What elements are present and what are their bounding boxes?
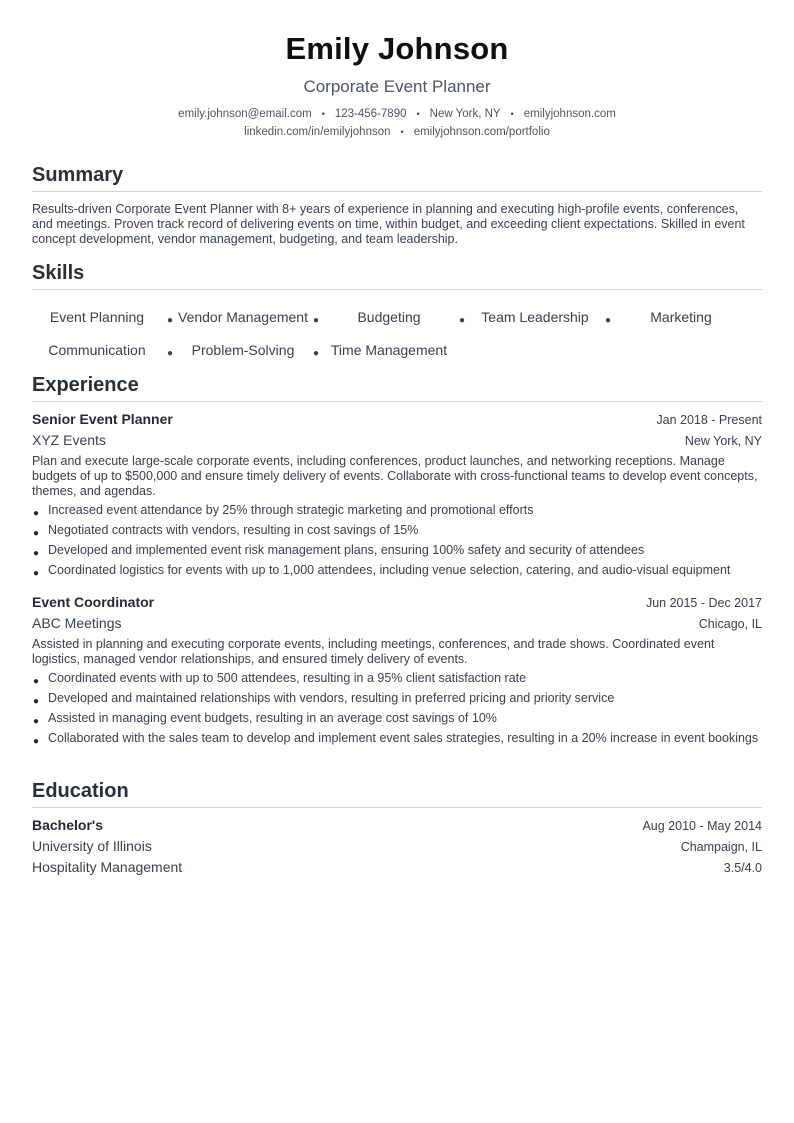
skill-item: Problem-Solving <box>191 342 295 358</box>
email-link[interactable]: emily.johnson@email.com <box>178 108 312 120</box>
skills-heading: Skills <box>32 262 762 290</box>
website-link[interactable]: emilyjohnson.com <box>523 108 616 120</box>
job-description: Plan and execute large-scale corporate events, including conferences, product launches, and networking receptions. Manage budgets of up to $500,000 and ensure timely delivery of events. Collaborate with cross-functional teams to develop event concepts, themes, and agendas. <box>32 454 758 498</box>
gpa-value: 3.5/4.0 <box>723 861 762 875</box>
skill-item: Vendor Management <box>178 308 308 325</box>
candidate-title: Corporate Event Planner <box>303 77 491 96</box>
field-line <box>32 859 762 875</box>
job-achievements <box>32 503 762 583</box>
job-location: Chicago, IL <box>698 617 762 631</box>
skill-item: Event Planning <box>49 308 145 325</box>
bullet-icon: ● <box>33 528 40 539</box>
skill-separator-dot: ● <box>604 314 612 326</box>
bullet-icon: ● <box>33 548 40 559</box>
skill-item: Marketing <box>650 308 712 325</box>
job-title: Senior Event Planner <box>32 411 173 427</box>
skill-item: Time Management <box>330 342 448 358</box>
job-header <box>32 594 762 610</box>
field-of-study: Hospitality Management <box>32 859 183 875</box>
job-header <box>32 411 762 427</box>
degree-name: Bachelor's <box>32 817 104 833</box>
list-item: ● Increased event attendance by 25% through strategic marketing and promotional efforts <box>33 503 534 519</box>
list-item: ● Developed and implemented event risk management plans, ensuring 100% safety and security of attendees <box>33 543 645 559</box>
company-name: XYZ Events <box>32 432 106 448</box>
list-item: ● Negotiated contracts with vendors, resulting in cost savings of 15% <box>33 523 419 539</box>
list-item: ● Collaborated with the sales team to develop and implement event sales strategies, resulting in a 20% increase in event bookings <box>33 731 759 747</box>
separator-dot: • <box>416 109 420 119</box>
job-achievements <box>32 671 762 751</box>
skills-list <box>32 298 762 365</box>
bullet-icon: ● <box>33 736 40 747</box>
experience-heading: Experience <box>32 374 762 402</box>
school-line <box>32 838 762 854</box>
skill-item: Communication <box>48 342 146 358</box>
list-item: ● Assisted in managing event budgets, resulting in an average cost savings of 10% <box>33 711 497 727</box>
job-dates: Jan 2018 - Present <box>656 413 762 427</box>
linkedin-link[interactable]: linkedin.com/in/emilyjohnson <box>244 126 391 138</box>
education-header <box>32 817 762 833</box>
skill-item: Budgeting <box>357 308 421 325</box>
skill-item: Team Leadership <box>481 308 589 325</box>
phone-number: 123-456-7890 <box>334 108 407 120</box>
list-item: ● Coordinated logistics for events with up to 1,000 attendees, including venue selection, catering, and audio-visual equipment <box>33 563 731 579</box>
contact-line-2 <box>32 126 762 138</box>
bullet-icon: ● <box>33 676 40 687</box>
job-dates: Jun 2015 - Dec 2017 <box>645 596 762 610</box>
company-name: ABC Meetings <box>32 615 122 631</box>
skill-separator-dot: ● <box>312 348 320 359</box>
separator-dot: • <box>400 127 404 137</box>
portfolio-link[interactable]: emilyjohnson.com/portfolio <box>413 126 550 138</box>
contact-line-1 <box>32 108 762 120</box>
school-location: Champaign, IL <box>680 840 762 854</box>
bullet-icon: ● <box>33 696 40 707</box>
education-heading: Education <box>32 780 762 808</box>
skill-separator-dot: ● <box>166 314 174 326</box>
skill-separator-dot: ● <box>458 314 466 326</box>
job-title: Event Coordinator <box>32 594 155 610</box>
job-description: Assisted in planning and executing corporate events, including meetings, conferences, and trade shows. Coordinated event logistics, managed vendor relationships, and ensured timely delivery of events. <box>32 637 715 666</box>
location-text: New York, NY <box>429 108 501 120</box>
skill-separator-dot: ● <box>312 314 320 326</box>
job-company-line <box>32 615 762 631</box>
summary-heading: Summary <box>32 164 762 192</box>
separator-dot: • <box>321 109 325 119</box>
job-location: New York, NY <box>684 434 762 448</box>
skill-separator-dot: ● <box>166 348 174 359</box>
candidate-name: Emily Johnson <box>285 31 509 66</box>
education-dates: Aug 2010 - May 2014 <box>642 819 762 833</box>
bullet-icon: ● <box>33 568 40 579</box>
school-name: University of Illinois <box>32 838 152 854</box>
bullet-icon: ● <box>33 716 40 727</box>
list-item: ● Developed and maintained relationships with vendors, resulting in preferred pricing and priority service <box>33 691 615 707</box>
list-item: ● Coordinated events with up to 500 attendees, resulting in a 95% client satisfaction rate <box>33 671 527 687</box>
summary-text: Results-driven Corporate Event Planner with 8+ years of experience in planning and executing high-profile events, conferences, and meetings. Proven track record of delivering events on time, within budget, and exceeding client expectations. Skilled in event concept development, vendor management, budgeting, and team leadership. <box>32 202 745 246</box>
bullet-icon: ● <box>33 508 40 519</box>
job-company-line <box>32 432 762 448</box>
separator-dot: • <box>510 109 514 119</box>
